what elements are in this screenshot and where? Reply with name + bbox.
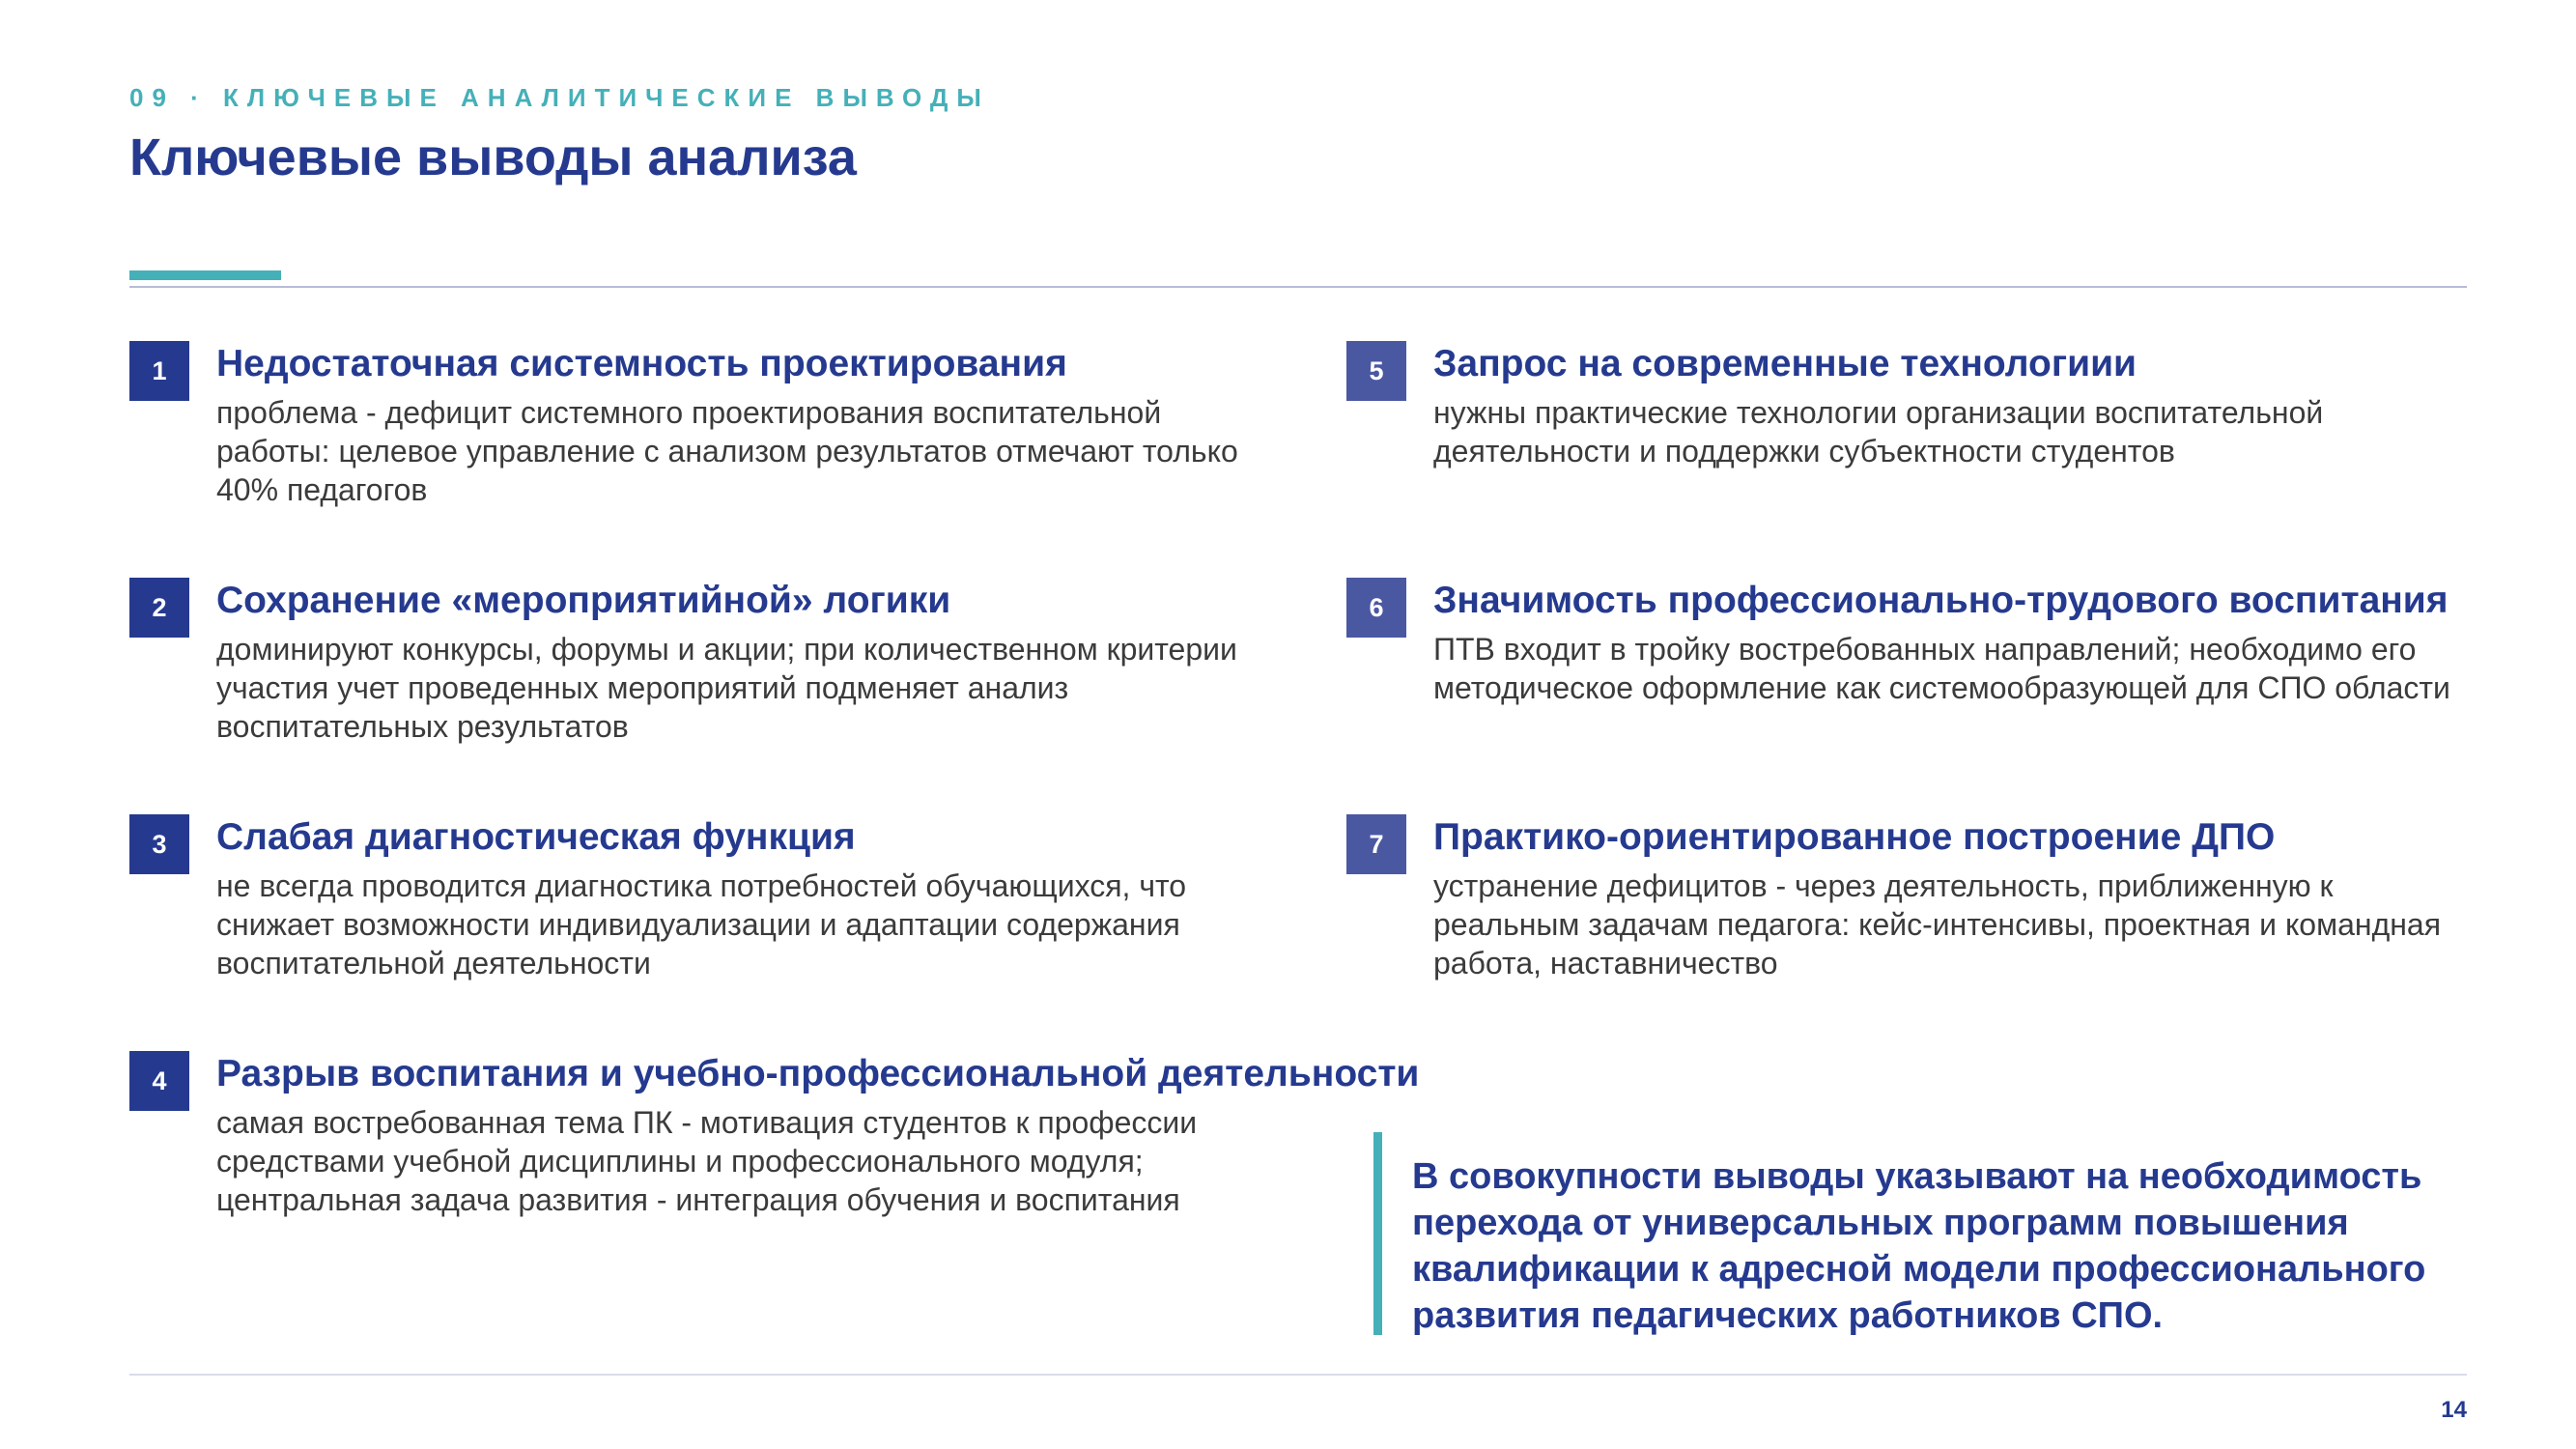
section-kicker: 09 · КЛЮЧЕВЫЕ АНАЛИТИЧЕСКИЕ ВЫВОДЫ <box>129 83 990 112</box>
finding-title: Недостаточная системность проектирования <box>216 343 1067 384</box>
header-divider <box>129 286 2467 288</box>
finding-text: устранение дефицитов - через деятельность, приближенную к реальным задачам педагога: кейс-интенсивы, проектная и командная работа, наставничество <box>1433 868 2442 980</box>
page-title: Ключевые выводы анализа <box>129 128 857 186</box>
finding-number-badge: 7 <box>1346 814 1406 874</box>
summary-callout: В совокупности выводы указывают на необходимость перехода от универсальных программ повышения квалификации к адресной модели профессионального развития педагических работников СПО. <box>1412 1156 2426 1336</box>
finding-text: не всегда проводится диагностика потребностей обучающихся, что снижает возможности индивидуализации и адаптации содержания воспитательной деятельности <box>216 868 1187 980</box>
finding-number-badge: 4 <box>129 1051 189 1111</box>
page-number: 14 <box>2441 1397 2467 1423</box>
summary-accent-bar <box>1373 1132 1382 1335</box>
finding-title: Практико-ориентированное построение ДПО <box>1433 816 2276 858</box>
finding-number-badge: 2 <box>129 578 189 638</box>
finding-title: Разрыв воспитания и учебно-профессиональной деятельности <box>216 1053 1420 1094</box>
title-accent-bar <box>129 270 281 280</box>
finding-title: Сохранение «мероприятийной» логики <box>216 580 951 621</box>
finding-number-badge: 1 <box>129 341 189 401</box>
finding-title: Значимость профессионально-трудового воспитания <box>1433 580 2449 621</box>
finding-number-badge: 3 <box>129 814 189 874</box>
footer-divider <box>129 1374 2467 1376</box>
finding-title: Слабая диагностическая функция <box>216 816 856 858</box>
finding-number-badge: 6 <box>1346 578 1406 638</box>
finding-text: ПТВ входит в тройку востребованных направлений; необходимо его методическое оформление как системообразующей для СПО области <box>1433 632 2450 705</box>
finding-text: доминируют конкурсы, форумы и акции; при количественном критерии участия учет проведенных мероприятий подменяет анализ воспитательных результатов <box>216 632 1237 744</box>
finding-text: проблема - дефицит системного проектирования воспитательной работы: целевое управление с анализом результатов отмечают только 40% педагогов <box>216 395 1238 507</box>
finding-text: нужны практические технологии организации воспитательной деятельности и поддержки субъектности студентов <box>1433 395 2324 469</box>
finding-number-badge: 5 <box>1346 341 1406 401</box>
finding-text: самая востребованная тема ПК - мотивация студентов к профессии средствами учебной дисциплины и профессионального модуля; центральная задача развития - интеграция обучения и воспитания <box>216 1105 1198 1217</box>
finding-title: Запрос на современные технологиии <box>1433 343 2137 384</box>
